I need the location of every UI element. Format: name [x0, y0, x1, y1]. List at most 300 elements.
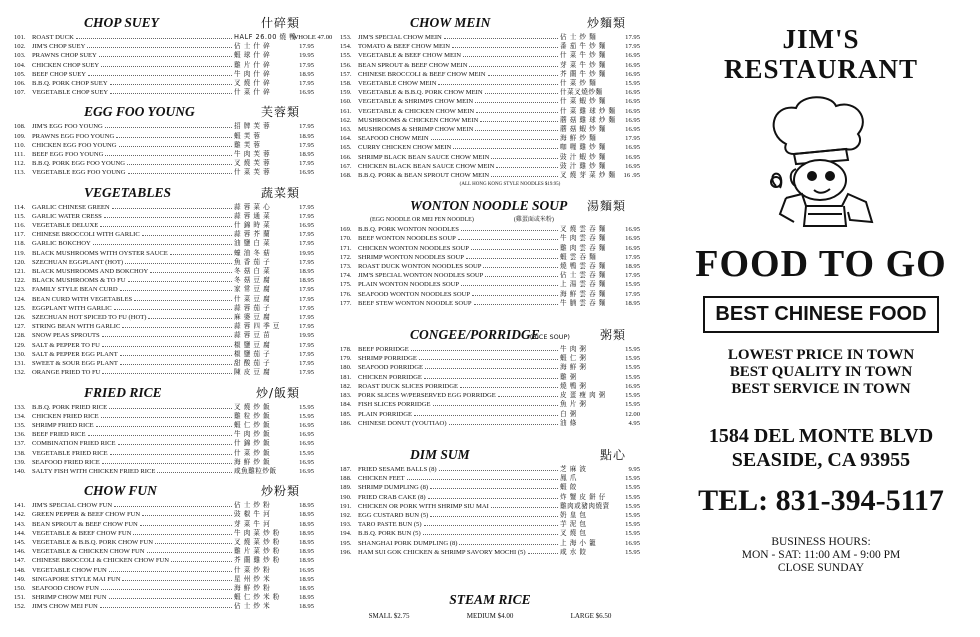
item-name: CHICKEN FEET — [358, 475, 405, 483]
leader-dots — [101, 584, 232, 590]
menu-item — [340, 162, 640, 171]
menu-item — [340, 171, 640, 180]
menu-item — [14, 501, 314, 510]
item-price: 17.95 — [299, 304, 314, 312]
leader-dots — [140, 520, 232, 526]
section-title-chinese: 炒麵類 — [586, 16, 626, 30]
item-number: 107. — [14, 89, 26, 97]
leader-dots — [424, 520, 558, 526]
menu-item — [340, 153, 640, 162]
item-chinese-name: 什 菜 雞 球 炒 麵 — [560, 106, 616, 115]
leader-dots — [496, 162, 558, 168]
item-chinese-name: 牛 肉 菜 炒 粉 — [234, 528, 280, 537]
item-number: 127. — [14, 323, 26, 331]
item-price: 15.95 — [299, 449, 314, 457]
item-chinese-name: 什 菜 什 碎 — [234, 88, 271, 97]
item-number: 130. — [14, 350, 26, 358]
menu-item — [14, 359, 314, 368]
leader-dots — [101, 412, 232, 418]
leader-dots — [102, 458, 232, 464]
item-name: BEAN SPROUT & BEEF CHOW MEIN — [358, 61, 468, 69]
leader-dots — [142, 510, 232, 516]
item-name: BEEF CHOP SUEY — [32, 70, 86, 78]
menu-item — [340, 345, 640, 354]
item-price: 16.95 — [625, 244, 640, 252]
leader-dots — [414, 410, 558, 416]
leader-dots — [116, 132, 232, 138]
item-chinese-name: 叉 燒 芙 蓉 — [234, 159, 271, 168]
item-name: SHRIMP WONTON NOODLES SOUP — [358, 253, 464, 261]
leader-dots — [100, 221, 232, 227]
leader-dots — [110, 88, 232, 94]
section-title-chinese: 粥類 — [599, 328, 626, 343]
leader-dots — [128, 276, 232, 282]
item-name: CHICKEN CHOP SUEY — [32, 61, 100, 69]
item-number: 160. — [340, 98, 352, 106]
item-number: 135. — [14, 421, 26, 429]
section-title-chinese: 點心 — [599, 447, 626, 462]
item-name: BEEF FRIED RICE — [32, 431, 86, 439]
item-name: VEGETABLE & B.B.Q. PORK CHOW MEIN — [358, 89, 483, 97]
item-price: 15.95 — [625, 392, 640, 400]
steam-rice-large: LARGE $6.50 — [570, 612, 612, 620]
item-price: 16.95 — [625, 61, 640, 69]
menu-item — [14, 566, 314, 575]
leader-dots — [485, 88, 558, 94]
item-number: 166. — [340, 153, 352, 161]
item-chinese-name: 什 錦 炒 飯 — [234, 439, 271, 448]
leader-dots — [469, 61, 558, 67]
menu-item — [14, 403, 314, 412]
item-name: B.B.Q. PORK CHOP SUEY — [32, 80, 108, 88]
section-title: DIM SUM — [410, 446, 470, 462]
menu-item — [340, 410, 640, 419]
slogan-service: BEST SERVICE IN TOWN — [731, 381, 911, 397]
item-chinese-name: 鳳 爪 — [560, 474, 577, 483]
item-chinese-name: 雞肉或豬肉燒賣 — [560, 501, 610, 510]
menu-item — [340, 529, 640, 538]
leader-dots — [133, 529, 232, 535]
menu-item — [340, 520, 640, 529]
item-name: B.B.Q. PORK & BEAN SPROUT CHOW MEIN — [358, 172, 490, 180]
item-price: 16.95 — [625, 144, 640, 152]
item-chinese-name: 麻 婆 豆 腐 — [234, 313, 271, 322]
leader-dots — [439, 465, 558, 471]
menu-item — [14, 421, 314, 430]
item-name: JIM'S SPECIAL CHOW FUN — [32, 502, 113, 510]
section-header — [340, 446, 640, 463]
leader-dots — [105, 150, 232, 156]
item-name: BEEF EGG FOO YOUNG — [32, 151, 104, 159]
menu-item — [14, 547, 314, 556]
menu-item — [340, 299, 640, 308]
item-chinese-name: 什菜叉燒炒麵 — [560, 88, 603, 97]
leader-dots — [88, 70, 232, 76]
section-title: VEGETABLES — [84, 184, 172, 200]
menu-item — [340, 391, 640, 400]
item-number: 193. — [340, 521, 352, 529]
menu-item — [340, 125, 640, 134]
leader-dots — [102, 341, 232, 347]
item-number: 176. — [340, 290, 352, 298]
item-chinese-name: 咸魚雞粒炒飯 — [234, 466, 277, 475]
section-title: CHOP SUEY — [84, 15, 159, 30]
item-price: 18.95 — [299, 502, 314, 510]
item-number: 163. — [340, 126, 352, 134]
item-chinese-name: 什 菜 炒 粉 — [234, 565, 271, 574]
leader-dots — [118, 439, 232, 445]
menu-item — [14, 203, 314, 212]
item-name: CHINESE BROCCOLI & BEEF CHOW MEIN — [358, 70, 486, 78]
menu-item — [340, 400, 640, 409]
item-price: 16.95 — [625, 98, 640, 106]
item-price: 17.95 — [625, 272, 640, 280]
menu-item — [340, 244, 640, 253]
item-price: 16.95 — [299, 222, 314, 230]
item-price: 17.95 — [299, 212, 314, 220]
item-price: 15.95 — [625, 80, 640, 88]
menu-item — [14, 593, 314, 602]
menu-section — [340, 197, 640, 308]
item-price: 16.95 — [625, 539, 640, 547]
item-name: BLACK MUSHROOMS AND BOKCHOY — [32, 268, 149, 276]
item-name: B.B.Q. PORK WONTON NOODLES — [358, 226, 459, 234]
item-number: 154. — [340, 43, 352, 51]
item-number: 152. — [14, 603, 26, 611]
item-price: 19.95 — [299, 52, 314, 60]
item-price: 18.95 — [299, 548, 314, 556]
item-name: FRIED CRAB CAKE (8) — [358, 493, 426, 501]
item-chinese-name: 上 海 小 籠 — [560, 538, 597, 547]
item-price: 19.95 — [299, 332, 314, 340]
item-number: 148. — [14, 566, 26, 574]
item-number: 174. — [340, 272, 352, 280]
menu-item — [14, 304, 314, 313]
item-number: 167. — [340, 162, 352, 170]
item-number: 119. — [14, 249, 26, 257]
item-price: 16.95 — [625, 126, 640, 134]
item-name: SWEET & SOUR EGG PLANT — [32, 360, 118, 368]
item-price: 16.95 — [299, 431, 314, 439]
menu-item — [14, 132, 314, 141]
item-name: BEAN CURD WITH VEGETABLES — [32, 295, 133, 303]
item-price: 17.95 — [625, 135, 640, 143]
leader-dots — [109, 403, 232, 409]
steam-rice-section — [340, 592, 640, 620]
menu-item — [14, 331, 314, 340]
leader-dots — [471, 244, 558, 250]
item-price: 17.95 — [625, 34, 640, 41]
item-number: 129. — [14, 341, 26, 349]
leader-dots — [99, 51, 232, 57]
leader-dots — [444, 33, 558, 39]
leader-dots — [120, 359, 232, 365]
item-price: 16.95 — [625, 70, 640, 78]
item-name: CHICKEN BLACK BEAN SAUCE CHOW MEIN — [358, 162, 495, 170]
item-number: 126. — [14, 314, 26, 322]
item-name: BEEF WONTON NOODLES SOUP — [358, 235, 456, 243]
item-number: 196. — [340, 548, 352, 556]
item-number: 138. — [14, 449, 26, 457]
menu-section — [340, 14, 640, 187]
item-price: 16.95 — [625, 89, 640, 97]
item-name: PLAIN PORRIDGE — [358, 410, 413, 418]
item-number: 114. — [14, 203, 26, 211]
menu-item — [14, 412, 314, 421]
item-chinese-name: 佔 士 炒 麵 — [560, 33, 597, 41]
item-price: 17.95 — [299, 360, 314, 368]
item-price: 17.95 — [299, 203, 314, 211]
item-chinese-name: 冬 菇 白 菜 — [234, 267, 271, 276]
menu-item — [340, 33, 640, 42]
item-number: 159. — [340, 89, 352, 97]
menu-item — [14, 520, 314, 529]
item-price: 17.95 — [625, 253, 640, 261]
item-name: VEGETABLE & B.B.Q. PORK CHOW FUN — [32, 538, 153, 546]
item-price: 17.95 — [299, 43, 314, 51]
menu-left-column — [14, 14, 333, 618]
leader-dots — [155, 538, 232, 544]
item-chinese-name: 叉 燒 芽 菜 炒 麵 — [560, 171, 616, 180]
item-price: 17.95 — [299, 141, 314, 149]
menu-item — [14, 575, 314, 584]
menu-section — [14, 184, 314, 378]
item-number: 179. — [340, 355, 352, 363]
item-price: 16 .95 — [623, 172, 640, 180]
menu-item — [340, 382, 640, 391]
item-chinese-name: 陳 皮 豆 腐 — [234, 368, 271, 377]
steam-rice-small: SMALL $2.75 — [368, 612, 410, 620]
item-price: 18.95 — [299, 70, 314, 78]
item-name: CURRY CHICKEN CHOW MEIN — [358, 144, 452, 152]
leader-dots — [528, 548, 558, 554]
leader-dots — [122, 575, 232, 581]
item-chinese-name: 叉 燒 炒 飯 — [234, 402, 271, 411]
item-price: 15.95 — [625, 521, 640, 529]
menu-item — [340, 465, 640, 474]
leader-dots — [171, 556, 232, 562]
item-price: 18.95 — [299, 557, 314, 565]
leader-dots — [485, 271, 558, 277]
item-number: 136. — [14, 431, 26, 439]
item-chinese-name: 魚 片 粥 — [560, 400, 587, 409]
item-number: 146. — [14, 548, 26, 556]
menu-item — [14, 267, 314, 276]
item-name: EGGPLANT WITH GARLIC — [32, 304, 112, 312]
item-chinese-name: 牛 肉 粥 — [560, 345, 587, 354]
menu-item — [14, 449, 314, 458]
menu-item — [340, 262, 640, 271]
item-name: SEAFOOD CHOW MEIN — [358, 135, 429, 143]
leader-dots — [93, 239, 232, 245]
item-name: SEAFOOD PORRIDGE — [358, 364, 424, 372]
menu-item — [340, 373, 640, 382]
item-chinese-name: 蝦 仁 炒 米 粉 — [234, 593, 280, 602]
leader-dots — [438, 79, 558, 85]
item-number: 117. — [14, 231, 26, 239]
menu-middle-column — [340, 14, 640, 565]
item-chinese-name: 皮 蛋 瘦 肉 粥 — [560, 391, 606, 400]
item-name: VEGETABLE & CHICKEN CHOW FUN — [32, 548, 145, 556]
item-price: 18.95 — [299, 603, 314, 611]
item-number: 178. — [340, 346, 352, 354]
item-price: 19.95 — [299, 249, 314, 257]
item-number: 161. — [340, 107, 352, 115]
leader-dots — [120, 285, 232, 291]
item-price: 15.95 — [625, 355, 640, 363]
item-name: CHINESE BROCCOLI WITH GARLIC — [32, 231, 140, 239]
section-title: EGG FOO YOUNG — [84, 104, 195, 120]
item-price: 17.95 — [299, 314, 314, 322]
item-price: 15.95 — [299, 403, 314, 411]
item-price: 16.95 — [625, 382, 640, 390]
item-price: 18.95 — [299, 584, 314, 592]
leader-dots — [119, 141, 232, 147]
item-chinese-name: 魚 香 茄 子 — [234, 257, 271, 266]
item-chinese-name: 蝦 餃 — [560, 483, 577, 492]
item-name: JIM'S SPECIAL WONTON NOODLES SOUP — [358, 272, 484, 280]
item-number: 153. — [340, 34, 352, 41]
item-name: SZECHUAN EGGPLANT (HOT) — [32, 258, 124, 266]
item-number: 144. — [14, 529, 26, 537]
item-price: 17.95 — [299, 350, 314, 358]
phone-number: TEL: 831-394-5117 — [698, 484, 944, 517]
item-chinese-name: 海 鮮 炒 粉 — [234, 583, 271, 592]
address-street: 1584 DEL MONTE BLVD — [708, 425, 934, 447]
item-chinese-name: 蝦 仁 炒 飯 — [234, 420, 271, 429]
item-number: 180. — [340, 364, 352, 372]
item-chinese-name: 蘑 菇 雞 球 炒 麵 — [560, 115, 616, 124]
item-price: 15.95 — [625, 511, 640, 519]
item-name: BEAN SPROUT & BEEF CHOW FUN — [32, 520, 138, 528]
menu-item — [14, 70, 314, 79]
item-name: ROAST DUCK WONTON NOODLES SOUP — [358, 263, 482, 271]
item-chinese-name: 叉 燒 什 碎 — [234, 79, 271, 88]
item-number: 142. — [14, 511, 26, 519]
item-chinese-name: 芝 麻 波 — [560, 464, 587, 473]
item-chinese-name: 油 條 — [560, 418, 577, 427]
leader-dots — [488, 70, 558, 76]
item-chinese-name: 海 鮮 炒 麵 — [560, 134, 597, 143]
leader-dots — [491, 153, 558, 159]
item-number: 108. — [14, 123, 26, 131]
menu-item — [14, 150, 314, 159]
item-number: 111. — [14, 151, 26, 159]
item-number: 162. — [340, 116, 352, 124]
leader-dots — [475, 125, 558, 131]
item-name: VEGETABLE & BEEF CHOW MEIN — [358, 52, 462, 60]
item-price: 9.95 — [628, 465, 640, 473]
item-price: WHOLE 47.00 — [292, 34, 333, 41]
item-chinese-name: 牛 肉 雲 吞 麵 — [560, 234, 606, 243]
menu-item — [340, 97, 640, 106]
menu-item — [340, 419, 640, 428]
leader-dots — [491, 171, 558, 177]
item-name: SZECHUAN HOT SPICED TO FU (HOT) — [32, 314, 147, 322]
item-name: SALTY FISH WITH CHICKEN FRIED RICE — [32, 467, 156, 475]
leader-dots — [428, 493, 558, 499]
menu-item — [340, 539, 640, 548]
item-name: VEGETABLE & BEEF CHOW FUN — [32, 529, 132, 537]
item-name: BLACK MUSHROOMS WITH OYSTER SAUCE — [32, 249, 168, 257]
item-name: JIM'S EGG FOO YOUNG — [32, 123, 103, 131]
leader-dots — [453, 143, 558, 149]
item-name: MUSHROOMS & SHRIMP CHOW MEIN — [358, 126, 474, 134]
item-number: 101. — [14, 34, 26, 41]
item-price: 15.95 — [625, 364, 640, 372]
leader-dots — [424, 373, 558, 379]
menu-item — [14, 239, 314, 248]
leader-dots — [411, 345, 558, 351]
item-chinese-name: 雞 粒 炒 飯 — [234, 411, 271, 420]
item-number: 158. — [340, 80, 352, 88]
restaurant-name-line2: RESTAURANT — [723, 54, 919, 84]
item-name: GREEN PEPPER & BEEF CHOW FUN — [32, 511, 141, 519]
item-chinese-name: 蒜 蓉 茄 子 — [234, 303, 271, 312]
item-price: 16.95 — [299, 89, 314, 97]
address-city: SEASIDE, CA 93955 — [731, 449, 911, 471]
item-chinese-name: 叉 燒 包 — [560, 529, 587, 538]
item-name: FRIED SESAME BALLS (8) — [358, 465, 437, 473]
menu-item — [14, 602, 314, 611]
item-name: GARLIC CHINESE GREEN — [32, 203, 110, 211]
leader-dots — [100, 602, 232, 608]
item-number: 128. — [14, 332, 26, 340]
item-chinese-name: 蝦 仁 粥 — [560, 354, 587, 363]
item-chinese-name: 什 菜 蝦 炒 麵 — [560, 97, 606, 106]
item-name: B.B.Q. PORK BUN (5) — [358, 530, 421, 538]
item-chinese-name: 海 鮮 雲 吞 麵 — [560, 289, 606, 298]
leader-dots — [76, 33, 232, 39]
leader-dots — [157, 467, 232, 473]
item-price: 18.95 — [299, 594, 314, 602]
menu-item — [340, 234, 640, 243]
item-price: 17.95 — [299, 295, 314, 303]
leader-dots — [491, 502, 558, 508]
item-price: 17.95 — [299, 258, 314, 266]
item-price: 12.00 — [625, 410, 640, 418]
item-price: 16.95 — [299, 467, 314, 475]
leader-dots — [134, 295, 232, 301]
menu-item — [14, 584, 314, 593]
hours-weekdays: MON - SAT: 11:00 AM - 9:00 PM — [741, 549, 901, 561]
leader-dots — [460, 382, 558, 388]
item-price: 15.95 — [625, 401, 640, 409]
section-subtitle-cn: (雞蛋面或米粉) — [513, 217, 554, 224]
item-chinese-name: 咖 喱 雞 炒 麵 — [560, 143, 606, 152]
item-price: 17.95 — [299, 341, 314, 349]
item-number: 132. — [14, 369, 26, 377]
leader-dots — [461, 225, 558, 231]
section-header — [14, 14, 314, 31]
item-name: SHRIMP BLACK BEAN SAUCE CHOW MEIN — [358, 153, 490, 161]
menu-section — [14, 103, 314, 177]
leader-dots — [423, 529, 558, 535]
item-price: 17.95 — [299, 323, 314, 331]
item-name: B.B.Q. PORK EGG FOO YOUNG — [32, 160, 125, 168]
menu-item — [14, 221, 314, 230]
menu-section — [14, 384, 314, 477]
item-name: SEAFOOD CHOW FUN — [32, 584, 99, 592]
item-number: 191. — [340, 502, 352, 510]
leader-dots — [110, 449, 232, 455]
item-chinese-name: 佔 士 什 碎 — [234, 42, 271, 51]
menu-item — [14, 33, 333, 42]
menu-item — [340, 493, 640, 502]
item-number: 110. — [14, 141, 26, 149]
leader-dots — [433, 400, 558, 406]
item-number: 124. — [14, 295, 26, 303]
